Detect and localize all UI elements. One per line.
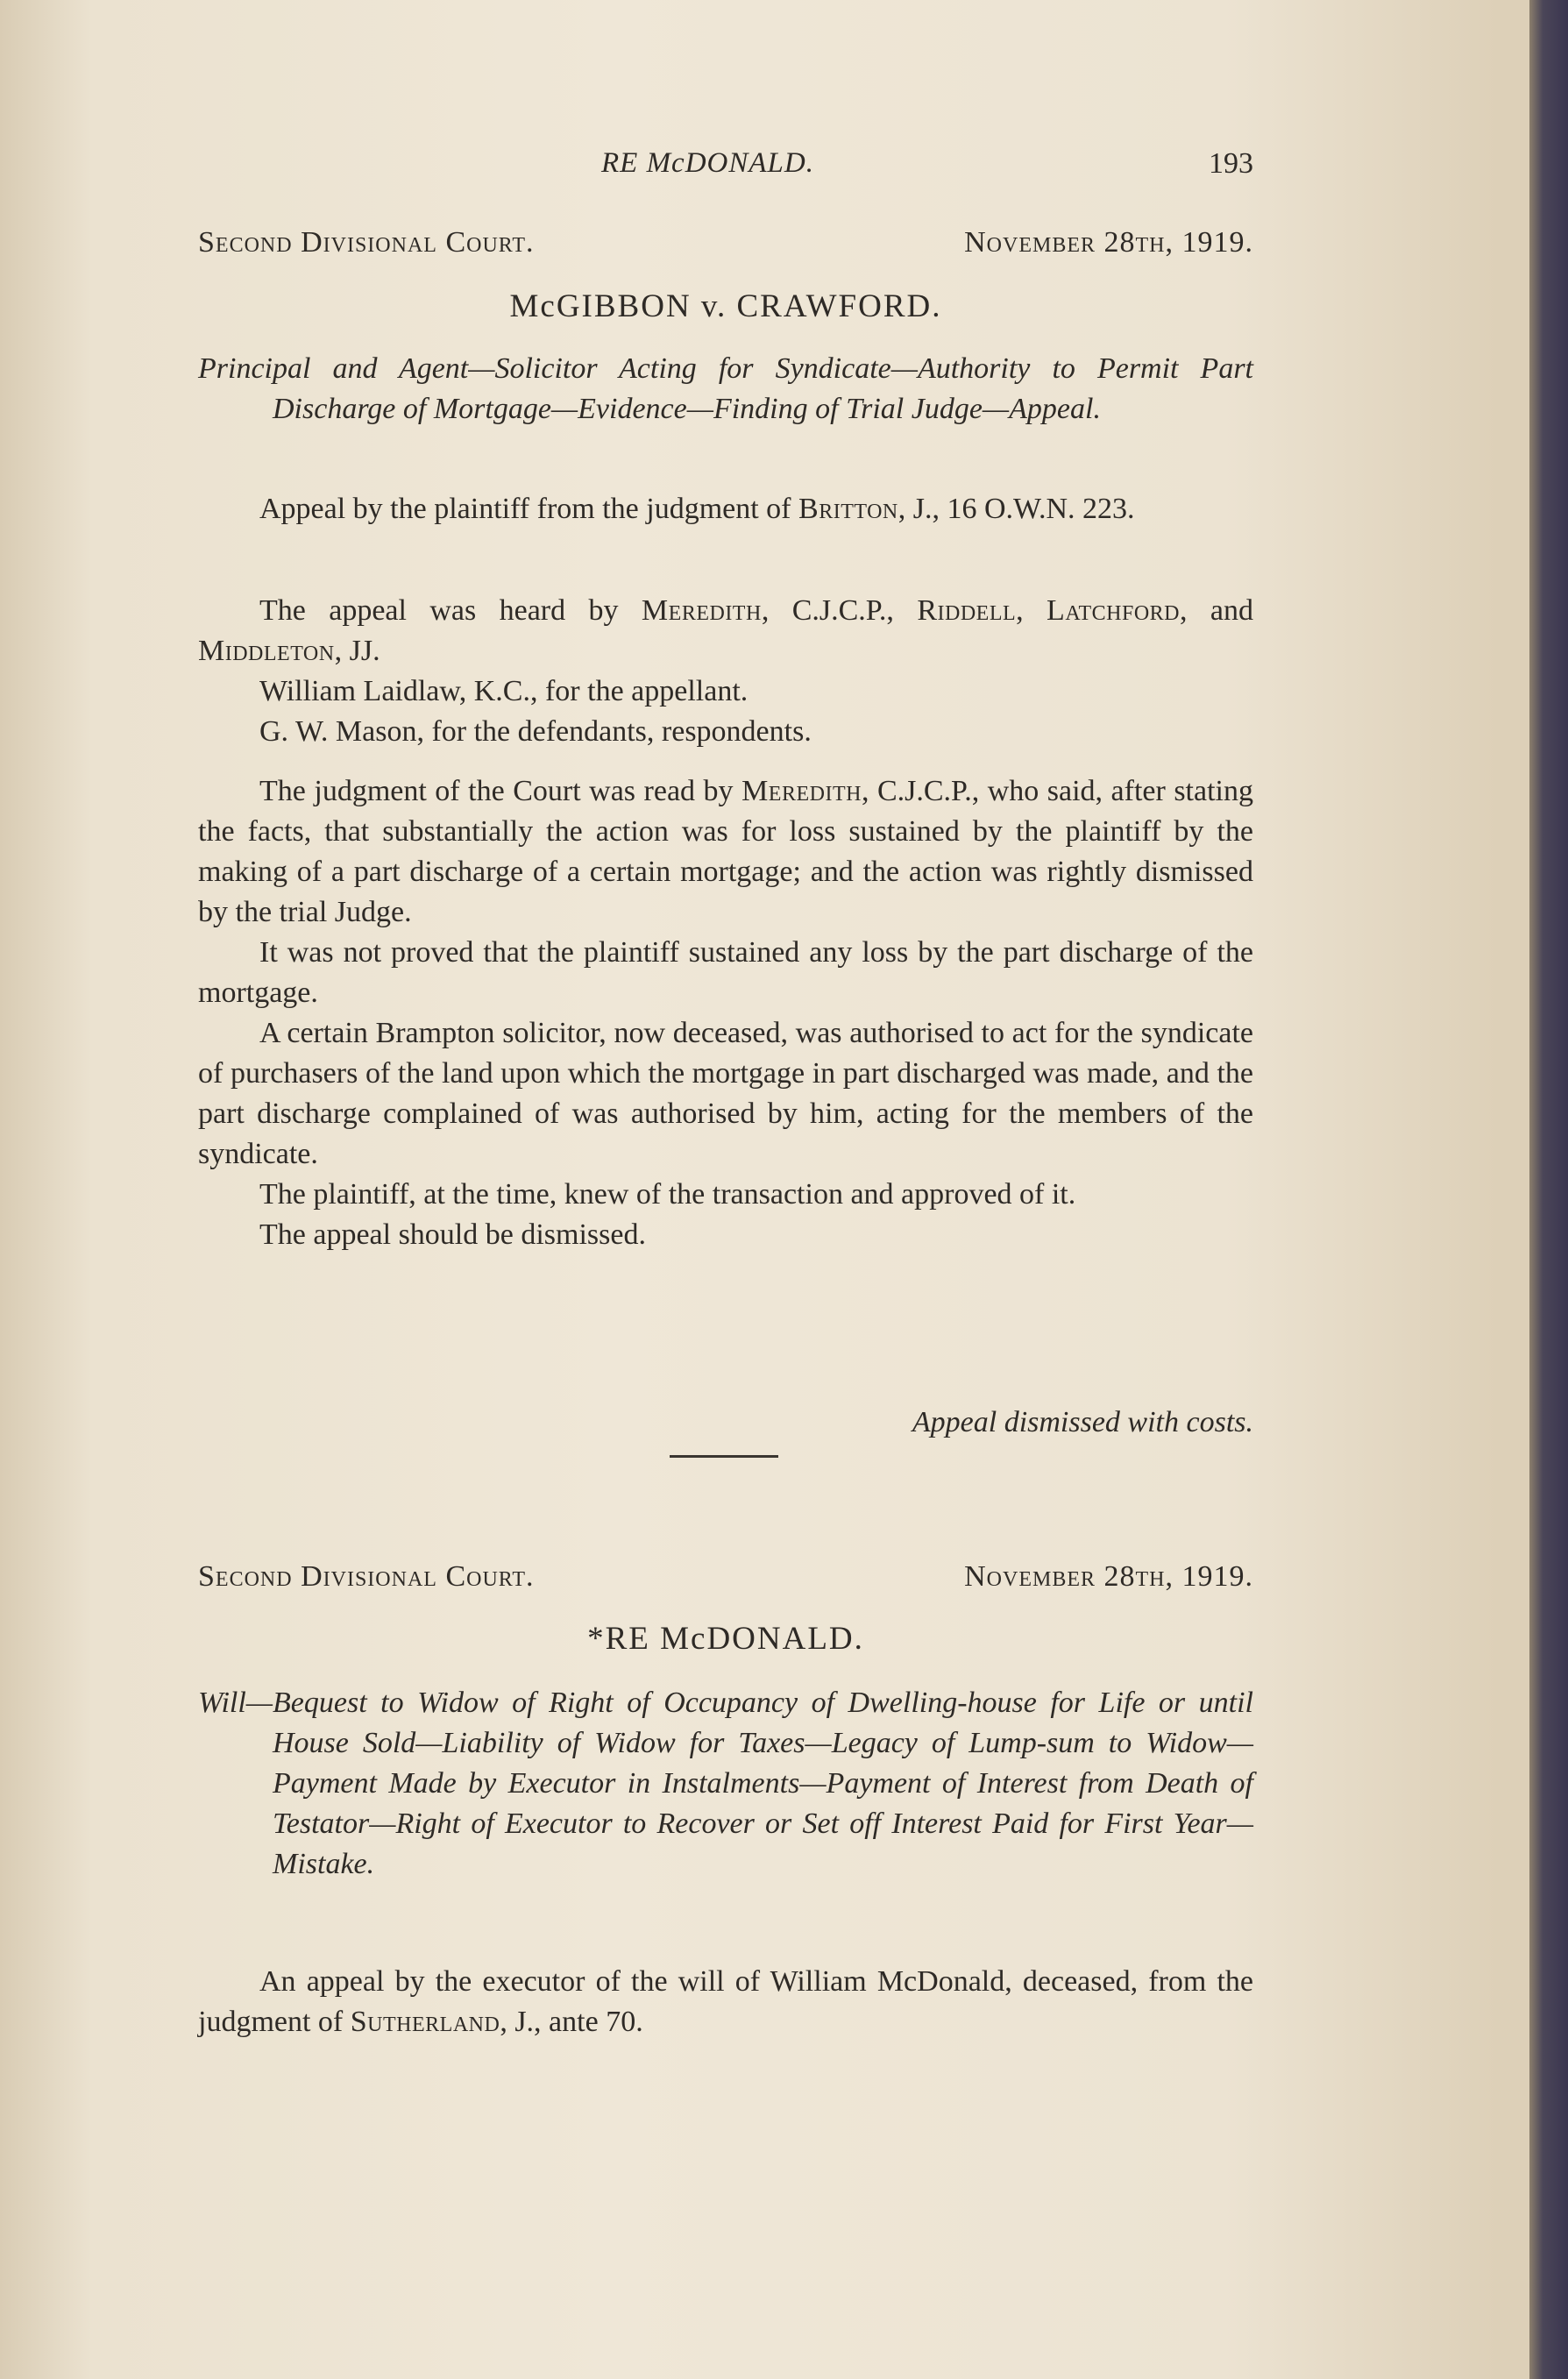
- heard-sep-1: , C.J.C.P.,: [761, 594, 918, 627]
- case2-appeal-paragraph: [198, 1962, 1253, 2042]
- judgment-intro: The judgment of the Court was read by: [259, 775, 742, 807]
- case2-title: *RE McDONALD.: [587, 1621, 864, 1657]
- heard-sep-2: ,: [1016, 594, 1047, 627]
- case2-appeal-tail: , J., ante 70.: [500, 2006, 643, 2038]
- case2-appeal-intro: An appeal by the executor of the will of William McDonald, deceased, from the judgment of: [198, 1965, 1253, 2038]
- case1-appeal-intro: Appeal by the plaintiff from the judgment of: [259, 493, 799, 525]
- case1-appeal-paragraph: [198, 489, 1253, 529]
- heard-sep-3: , and: [1180, 594, 1253, 627]
- judgment-para-4: The plaintiff, at the time, knew of the transaction and approved of it.: [259, 1178, 1076, 1211]
- case1-hearing-block: [198, 591, 1253, 752]
- case1-court-line: [198, 226, 1253, 266]
- case2-court: Second Divisional Court.: [198, 1560, 535, 1593]
- section-divider: [670, 1455, 778, 1458]
- counsel-respondents: G. W. Mason, for the defendants, respondents.: [259, 715, 812, 748]
- case1-result: Appeal dismissed with costs.: [912, 1406, 1253, 1438]
- case1-judgment-block: [198, 771, 1253, 1255]
- judgment-para-5: The appeal should be dismissed.: [259, 1218, 646, 1251]
- page-number: 193: [1209, 147, 1253, 180]
- heard-judge-1: Meredith: [641, 594, 762, 627]
- case1-appeal-tail: , J., 16 O.W.N. 223.: [898, 493, 1135, 525]
- case2-date: November 28th, 1919.: [964, 1560, 1253, 1593]
- judgment-para-3: A certain Brampton solicitor, now deceased, was authorised to act for the syndicate of purchasers of the land upon which the mortgage in part discharged was made, and the part discharge complained of was authorised by him, acting for the members of the syndicate.: [198, 1017, 1253, 1170]
- heard-tail: , JJ.: [334, 635, 380, 667]
- judgment-para-2: It was not proved that the plaintiff sustained any loss by the part discharge of the mortgage.: [198, 936, 1253, 1009]
- heard-intro: The appeal was heard by: [259, 594, 642, 627]
- running-head: [198, 147, 1253, 191]
- heard-judge-3: Latchford: [1047, 594, 1181, 627]
- judgment-judge: Meredith: [741, 775, 862, 807]
- book-edge: [1529, 0, 1568, 2379]
- heard-judge-2: Riddell: [917, 594, 1017, 627]
- case2-court-line: [198, 1560, 1253, 1601]
- judgment-tail: , C.J.C.P., who said, after stating the facts, that substantially the action was for loss sustained by the plaintiff by the making of a part discharge of a certain mortgage; and the action was rightly dismissed by the trial Judge.: [198, 775, 1253, 928]
- case1-title: McGIBBON v. CRAWFORD.: [509, 288, 942, 324]
- case1-date: November 28th, 1919.: [964, 226, 1253, 259]
- case2-appeal-judge: Sutherland: [350, 2006, 500, 2038]
- case1-appeal-judge: Britton: [798, 493, 898, 525]
- running-title: RE McDONALD.: [601, 147, 814, 179]
- case1-court: Second Divisional Court.: [198, 226, 535, 259]
- heard-judge-4: Middleton: [198, 635, 335, 667]
- case1-headnote: Principal and Agent—Solicitor Acting for Syndicate—Authority to Permit Part Discharge of Mortgage—Evidence—Finding of Trial Judge—Appeal.: [198, 352, 1253, 425]
- counsel-appellant: William Laidlaw, K.C., for the appellant.: [259, 675, 749, 707]
- case2-headnote: Will—Bequest to Widow of Right of Occupancy of Dwelling-house for Life or until House Sold—Liability of Widow for Taxes—Legacy of Lump-sum to Widow—Payment Made by Executor in Instalments—Payment of Interest from Death of Testator—Right of Executor to Recover or Set off Interest Paid for First Year—Mistake.: [198, 1687, 1253, 1880]
